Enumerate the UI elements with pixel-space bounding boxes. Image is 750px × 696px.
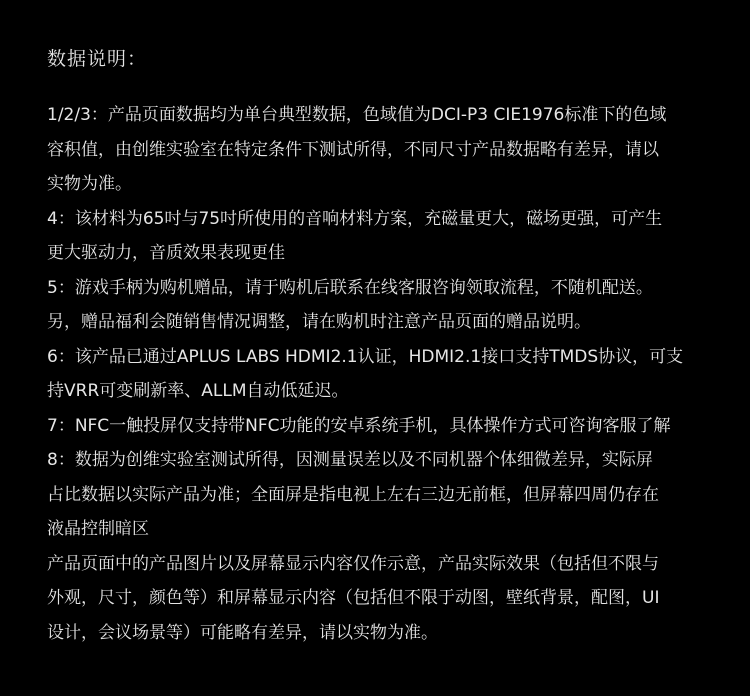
text-line: 1/2/3：产品页面数据均为单台典型数据，色域值为DCI-P3 CIE1976标准下的色域 [47, 105, 667, 125]
text-line: 液晶控制暗区 [47, 519, 149, 539]
text-line: 5：游戏手柄为购机赠品，请于购机后联系在线客服咨询领取流程，不随机配送。 [47, 277, 653, 298]
text-line: 6：该产品已通过APLUS LABS HDMI2.1认证，HDMI2.1接口支持TMDS协议，可支 [47, 346, 684, 367]
text-line: 产品页面中的产品图片以及屏幕显示内容仅作示意，产品实际效果（包括但不限与 [47, 553, 659, 574]
text-line: 占比数据以实际产品为准；全面屏是指电视上左右三边无前框，但屏幕四周仍存在 [47, 484, 659, 505]
document-body [47, 98, 717, 650]
text-line: 更大驱动力，音质效果表现更佳 [47, 243, 285, 263]
text-line: 7：NFC一触投屏仅支持带NFC功能的安卓系统手机，具体操作方式可咨询客服了解 [47, 415, 671, 436]
text-line: 容积值，由创维实验室在特定条件下测试所得，不同尺寸产品数据略有差异，请以 [47, 139, 659, 160]
disclaimer-document [47, 42, 717, 650]
text-line: 外观，尺寸，颜色等）和屏幕显示内容（包括但不限于动图，壁纸背景，配图，UI [47, 588, 660, 608]
text-line: 设计，会议场景等）可能略有差异，请以实物为准。 [47, 622, 438, 643]
text-line: 8：数据为创维实验室测试所得，因测量误差以及不同机器个体细微差异，实际屏 [47, 450, 653, 470]
text-line: 实物为准。 [47, 174, 132, 194]
document-title: 数据说明： [47, 48, 148, 70]
text-line: 4：该材料为65吋与75吋所使用的音响材料方案，充磁量更大，磁场更强，可产生 [47, 208, 663, 229]
text-line: 持VRR可变刷新率、ALLM自动低延迟。 [47, 381, 349, 401]
text-line: 另，赠品福利会随销售情况调整，请在购机时注意产品页面的赠品说明。 [47, 312, 591, 332]
